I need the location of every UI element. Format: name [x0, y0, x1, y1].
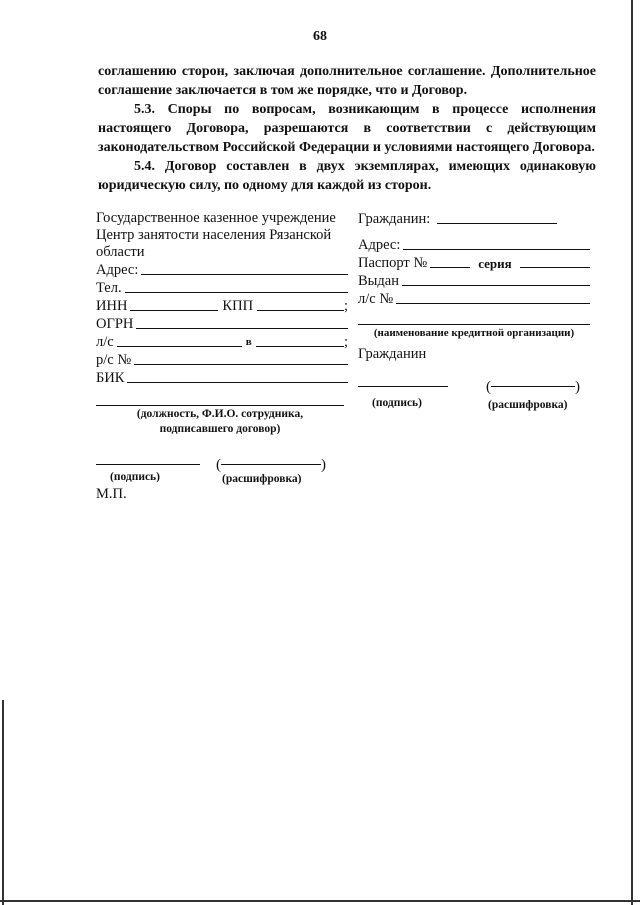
org-signature-caption: (подпись) [110, 471, 160, 483]
organization-name-line2: Центр занятости населения Рязанской [96, 227, 332, 243]
org-phone-row [96, 279, 348, 297]
organization-requisites [96, 210, 348, 387]
org-position-field[interactable] [96, 405, 344, 406]
page-number: 68 [313, 29, 327, 44]
citizen-bank-field[interactable] [358, 308, 590, 325]
paragraph-continuation: соглашению сторон, заключая дополнительное соглашение. Дополнительное соглашение заключается в том же порядке, что и Договор. [98, 64, 596, 98]
paragraph-5-3: 5.3. Споры по вопросам, возникающим в процессе исполнения настоящего Договора, разрешаются в соответствии с действующим законодательством Российской Федерации и условиями настоящего Договора. [98, 102, 596, 155]
org-rs-label: р/с № [96, 352, 132, 368]
org-address-row [96, 261, 348, 279]
citizen-name-row [358, 210, 590, 228]
scan-edge-left [2, 700, 4, 905]
citizen-name-field[interactable] [437, 223, 557, 224]
scan-edge-right [631, 0, 633, 905]
org-bank-field[interactable] [256, 346, 344, 347]
scan-edge-bottom [0, 900, 640, 902]
citizen-decryption-close-paren: ) [575, 379, 580, 395]
citizen-passport-field[interactable] [430, 267, 470, 268]
contract-text [98, 62, 596, 195]
org-in-label: в [245, 336, 252, 348]
org-ogrn-field[interactable] [136, 328, 348, 329]
org-decryption-field[interactable] [221, 464, 321, 465]
org-decryption-open-paren: ( [216, 457, 221, 473]
citizen-issued-row [358, 272, 590, 290]
citizen-issued-field[interactable] [402, 285, 590, 286]
org-inn-label: ИНН [96, 298, 128, 314]
citizen-title-2: Гражданин [358, 346, 427, 362]
org-signature-field[interactable] [96, 464, 200, 465]
citizen-ls-field[interactable] [396, 303, 590, 304]
org-ls-field[interactable] [117, 346, 242, 347]
org-ls-semicolon: ; [343, 334, 348, 350]
org-decryption-caption: (расшифровка) [222, 473, 302, 485]
citizen-signature-row [358, 378, 580, 396]
citizen-decryption-field[interactable] [491, 386, 575, 387]
org-kpp-label: КПП [222, 298, 254, 314]
citizen-ls-row [358, 290, 590, 308]
org-phone-field[interactable] [125, 292, 348, 293]
citizen-address-label: Адрес: [358, 237, 401, 253]
citizen-requisites [358, 210, 590, 341]
org-rs-row [96, 351, 348, 369]
org-decryption-close-paren: ) [321, 457, 326, 473]
org-ls-label: л/с [96, 334, 114, 350]
citizen-ls-label: л/с № [358, 291, 394, 307]
org-position-caption [96, 407, 344, 437]
org-ogrn-label: ОГРН [96, 316, 134, 332]
org-address-field[interactable] [141, 274, 348, 275]
citizen-passport-row [358, 254, 590, 272]
citizen-address-row [358, 236, 590, 254]
citizen-issued-label: Выдан [358, 273, 399, 289]
org-address-label: Адрес: [96, 262, 139, 278]
organization-name-line1: Государственное казенное учреждение [96, 210, 336, 226]
org-bik-field[interactable] [127, 382, 348, 383]
org-rs-field[interactable] [134, 364, 348, 365]
citizen-series-label: серия [478, 256, 512, 271]
citizen-series-field[interactable] [520, 267, 590, 268]
citizen-title: Гражданин: [358, 211, 431, 227]
citizen-signature-field[interactable] [358, 386, 448, 387]
org-position-caption-line1: (должность, Ф.И.О. сотрудника, [136, 408, 304, 420]
org-kpp-field[interactable] [257, 310, 344, 311]
citizen-address-field[interactable] [403, 249, 590, 250]
org-inn-kpp-row [96, 297, 348, 315]
org-bik-label: БИК [96, 370, 125, 386]
citizen-passport-label: Паспорт № [358, 255, 428, 271]
org-position-caption-line2: подписавшего договор) [159, 423, 281, 435]
citizen-decryption-caption: (расшифровка) [488, 399, 568, 411]
organization-name-line3: области [96, 244, 145, 260]
citizen-bank-caption: (наименование кредитной организации) [373, 327, 575, 339]
citizen-decryption-open-paren: ( [486, 379, 491, 395]
org-kpp-semicolon: ; [343, 298, 348, 314]
paragraph-5-4: 5.4. Договор составлен в двух экземплярах, имеющих одинаковую юридическую силу, по одному для каждой из сторон. [98, 159, 596, 193]
org-bik-row [96, 369, 348, 387]
org-ogrn-row [96, 315, 348, 333]
org-ls-row [96, 333, 348, 351]
citizen-signature-caption: (подпись) [372, 397, 422, 409]
org-seal-label: М.П. [96, 486, 127, 502]
org-phone-label: Тел. [96, 280, 122, 296]
org-inn-field[interactable] [130, 310, 218, 311]
